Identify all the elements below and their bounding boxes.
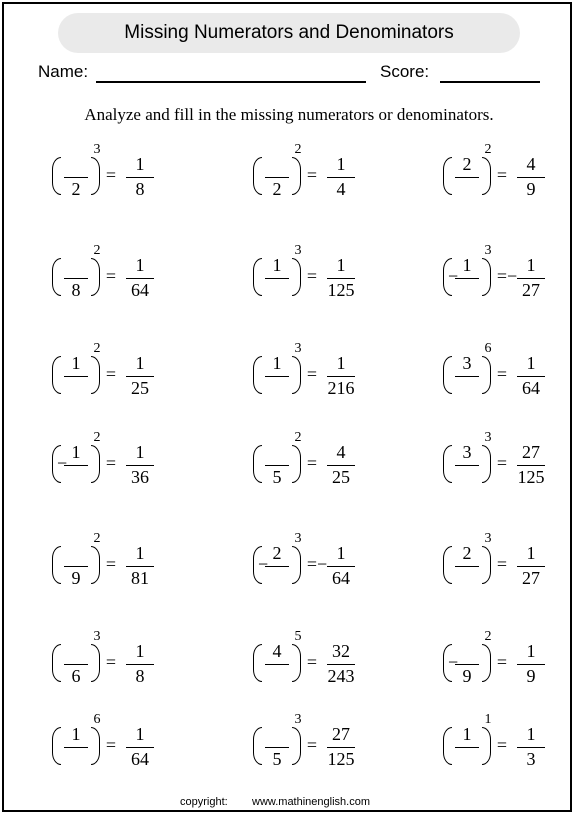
result-negative-sign: − (507, 266, 518, 286)
result-denominator: 8 (135, 179, 145, 199)
left-paren (52, 356, 61, 394)
copyright-label: copyright: (180, 796, 228, 808)
result-fraction-bar (327, 664, 355, 665)
result-fraction-bar (126, 278, 154, 279)
result-numerator: 27 (332, 724, 350, 744)
base-numerator: 1 (71, 353, 81, 373)
equals-sign: = (105, 554, 117, 574)
result-denominator: 64 (332, 568, 350, 588)
exponent: 6 (93, 712, 101, 727)
problem-14 (253, 531, 403, 599)
result-numerator: 1 (336, 353, 346, 373)
site-link[interactable]: www.mathinenglish.com (252, 796, 370, 808)
result-fraction-bar (517, 566, 545, 567)
equals-sign: = (105, 364, 117, 384)
base-fraction-bar (265, 664, 289, 665)
right-paren (91, 356, 100, 394)
exponent: 2 (93, 243, 101, 258)
right-paren (91, 258, 100, 296)
footer (180, 796, 370, 808)
result-numerator: 32 (332, 641, 350, 661)
right-paren (292, 546, 301, 584)
result-numerator: 1 (135, 543, 145, 563)
base-denominator: 8 (71, 280, 81, 300)
result-numerator: 1 (526, 641, 536, 661)
exponent: 6 (484, 341, 492, 356)
result-fraction-bar (517, 664, 545, 665)
left-paren (253, 258, 262, 296)
base-fraction-bar (265, 376, 289, 377)
base-numerator: 2 (462, 543, 472, 563)
exponent: 3 (294, 712, 302, 727)
result-fraction-bar (327, 376, 355, 377)
problem-4 (52, 243, 202, 311)
base-fraction-bar (64, 566, 88, 567)
right-paren (91, 445, 100, 483)
base-denominator: 9 (71, 568, 81, 588)
base-numerator: 1 (71, 724, 81, 744)
base-fraction-bar (455, 566, 479, 567)
problem-10 (52, 430, 202, 498)
equals-sign: = (105, 735, 117, 755)
equals-sign: = (105, 266, 117, 286)
base-numerator: 1 (272, 255, 282, 275)
base-fraction-bar (64, 278, 88, 279)
result-numerator: 1 (135, 641, 145, 661)
exponent: 2 (484, 629, 492, 644)
right-paren (91, 546, 100, 584)
problem-13 (52, 531, 202, 599)
result-denominator: 3 (526, 749, 536, 769)
result-numerator: 4 (336, 442, 346, 462)
exponent: 2 (294, 142, 302, 157)
result-denominator: 64 (131, 749, 149, 769)
result-denominator: 216 (327, 378, 355, 398)
equals-sign: = (306, 735, 318, 755)
base-fraction-bar (455, 177, 479, 178)
exponent: 2 (484, 142, 492, 157)
result-fraction-bar (126, 177, 154, 178)
base-fraction-bar (64, 747, 88, 748)
equals-sign: = (105, 652, 117, 672)
exponent: 3 (484, 531, 492, 546)
result-denominator: 36 (131, 467, 149, 487)
result-fraction-bar (327, 278, 355, 279)
negative-sign: − (57, 453, 68, 473)
result-numerator: 1 (336, 255, 346, 275)
left-paren (52, 546, 61, 584)
result-numerator: 1 (526, 353, 536, 373)
base-fraction-bar (455, 278, 479, 279)
result-fraction-bar (327, 177, 355, 178)
exponent: 3 (93, 629, 101, 644)
base-fraction-bar (265, 465, 289, 466)
equals-sign: = (496, 165, 508, 185)
equals-sign: = (306, 165, 318, 185)
worksheet-title: Missing Numerators and Denominators (58, 13, 520, 53)
result-denominator: 4 (336, 179, 346, 199)
name-score-row (38, 62, 548, 86)
right-paren (482, 258, 491, 296)
problem-17 (253, 629, 403, 697)
equals-sign: = (306, 652, 318, 672)
base-fraction-bar (455, 664, 479, 665)
exponent: 3 (93, 142, 101, 157)
base-denominator: 6 (71, 666, 81, 686)
right-paren (482, 644, 491, 682)
right-paren (292, 157, 301, 195)
result-numerator: 1 (135, 724, 145, 744)
equals-sign: = (496, 453, 508, 473)
left-paren (443, 445, 452, 483)
left-paren (253, 356, 262, 394)
left-paren (253, 157, 262, 195)
right-paren (292, 258, 301, 296)
base-denominator: 2 (272, 179, 282, 199)
exponent: 3 (484, 430, 492, 445)
equals-sign: = (496, 735, 508, 755)
right-paren (482, 546, 491, 584)
result-numerator: 1 (336, 543, 346, 563)
problem-19 (52, 712, 202, 780)
left-paren (52, 727, 61, 765)
exponent: 5 (294, 629, 302, 644)
base-fraction-bar (455, 465, 479, 466)
right-paren (292, 445, 301, 483)
equals-sign: = (496, 554, 508, 574)
base-fraction-bar (265, 177, 289, 178)
score-label: Score: (380, 62, 430, 81)
problem-5 (253, 243, 403, 311)
name-field[interactable] (96, 81, 366, 83)
result-denominator: 64 (522, 378, 540, 398)
result-fraction-bar (126, 566, 154, 567)
right-paren (482, 445, 491, 483)
exponent: 1 (484, 712, 492, 727)
result-numerator: 1 (135, 255, 145, 275)
exponent: 3 (294, 243, 302, 258)
result-fraction-bar (517, 747, 545, 748)
base-numerator: 3 (462, 353, 472, 373)
result-fraction-bar (126, 747, 154, 748)
base-numerator: 2 (462, 154, 472, 174)
exponent: 2 (93, 430, 101, 445)
result-numerator: 1 (135, 154, 145, 174)
right-paren (292, 727, 301, 765)
problem-20 (253, 712, 403, 780)
result-numerator: 1 (135, 442, 145, 462)
problem-16 (52, 629, 202, 697)
left-paren (52, 644, 61, 682)
left-paren (253, 644, 262, 682)
result-denominator: 64 (131, 280, 149, 300)
result-fraction-bar (327, 747, 355, 748)
result-denominator: 27 (522, 568, 540, 588)
problem-21 (443, 712, 578, 780)
base-fraction-bar (455, 747, 479, 748)
equals-sign: = (306, 453, 318, 473)
problem-2 (253, 142, 403, 210)
left-paren (253, 445, 262, 483)
base-denominator: 5 (272, 467, 282, 487)
result-fraction-bar (517, 465, 545, 466)
equals-sign: = (496, 266, 508, 286)
equals-sign: = (306, 364, 318, 384)
result-numerator: 1 (336, 154, 346, 174)
result-denominator: 9 (526, 179, 536, 199)
right-paren (91, 644, 100, 682)
problem-1 (52, 142, 202, 210)
base-numerator: 3 (462, 442, 472, 462)
right-paren (292, 644, 301, 682)
result-denominator: 25 (131, 378, 149, 398)
exponent: 2 (93, 341, 101, 356)
right-paren (292, 356, 301, 394)
equals-sign: = (105, 165, 117, 185)
name-label: Name: (38, 62, 89, 81)
left-paren (52, 258, 61, 296)
left-paren (443, 356, 452, 394)
left-paren (443, 157, 452, 195)
problem-11 (253, 430, 403, 498)
result-fraction-bar (126, 664, 154, 665)
left-paren (443, 546, 452, 584)
problem-3 (443, 142, 578, 210)
problem-7 (52, 341, 202, 409)
result-numerator: 1 (526, 724, 536, 744)
result-numerator: 1 (526, 543, 536, 563)
base-numerator: 4 (272, 641, 282, 661)
negative-sign: − (258, 554, 269, 574)
problem-6 (443, 243, 578, 311)
base-fraction-bar (265, 747, 289, 748)
result-denominator: 125 (327, 749, 355, 769)
result-denominator: 25 (332, 467, 350, 487)
negative-sign: − (448, 652, 459, 672)
base-fraction-bar (64, 664, 88, 665)
instructions: Analyze and fill in the missing numerators or denominators. (84, 105, 494, 124)
base-fraction-bar (64, 465, 88, 466)
equals-sign: = (105, 453, 117, 473)
problem-12 (443, 430, 578, 498)
result-negative-sign: − (317, 554, 328, 574)
problem-15 (443, 531, 578, 599)
base-fraction-bar (64, 177, 88, 178)
exponent: 2 (294, 430, 302, 445)
result-denominator: 9 (526, 666, 536, 686)
result-numerator: 27 (522, 442, 540, 462)
right-paren (91, 157, 100, 195)
left-paren (52, 157, 61, 195)
result-fraction-bar (327, 566, 355, 567)
base-denominator: 9 (462, 666, 472, 686)
right-paren (91, 727, 100, 765)
base-fraction-bar (64, 376, 88, 377)
equals-sign: = (306, 554, 318, 574)
exponent: 2 (93, 531, 101, 546)
score-field[interactable] (440, 81, 540, 83)
negative-sign: − (448, 266, 459, 286)
problem-18 (443, 629, 578, 697)
exponent: 3 (484, 243, 492, 258)
base-fraction-bar (455, 376, 479, 377)
problem-9 (443, 341, 578, 409)
equals-sign: = (306, 266, 318, 286)
result-numerator: 1 (135, 353, 145, 373)
result-denominator: 125 (517, 467, 545, 487)
exponent: 3 (294, 341, 302, 356)
base-denominator: 5 (272, 749, 282, 769)
right-paren (482, 157, 491, 195)
base-numerator: 1 (462, 255, 472, 275)
result-fraction-bar (517, 278, 545, 279)
left-paren (253, 727, 262, 765)
result-fraction-bar (517, 177, 545, 178)
problem-8 (253, 341, 403, 409)
result-fraction-bar (126, 465, 154, 466)
equals-sign: = (496, 364, 508, 384)
base-numerator: 1 (71, 442, 81, 462)
result-denominator: 8 (135, 666, 145, 686)
result-numerator: 4 (526, 154, 536, 174)
base-numerator: 2 (272, 543, 282, 563)
result-denominator: 243 (327, 666, 355, 686)
result-denominator: 81 (131, 568, 149, 588)
base-denominator: 2 (71, 179, 81, 199)
result-fraction-bar (517, 376, 545, 377)
right-paren (482, 356, 491, 394)
result-fraction-bar (327, 465, 355, 466)
result-denominator: 125 (327, 280, 355, 300)
result-fraction-bar (126, 376, 154, 377)
base-numerator: 1 (272, 353, 282, 373)
result-numerator: 1 (526, 255, 536, 275)
exponent: 3 (294, 531, 302, 546)
base-numerator: 1 (462, 724, 472, 744)
right-paren (482, 727, 491, 765)
result-denominator: 27 (522, 280, 540, 300)
left-paren (443, 727, 452, 765)
base-fraction-bar (265, 278, 289, 279)
base-fraction-bar (265, 566, 289, 567)
equals-sign: = (496, 652, 508, 672)
